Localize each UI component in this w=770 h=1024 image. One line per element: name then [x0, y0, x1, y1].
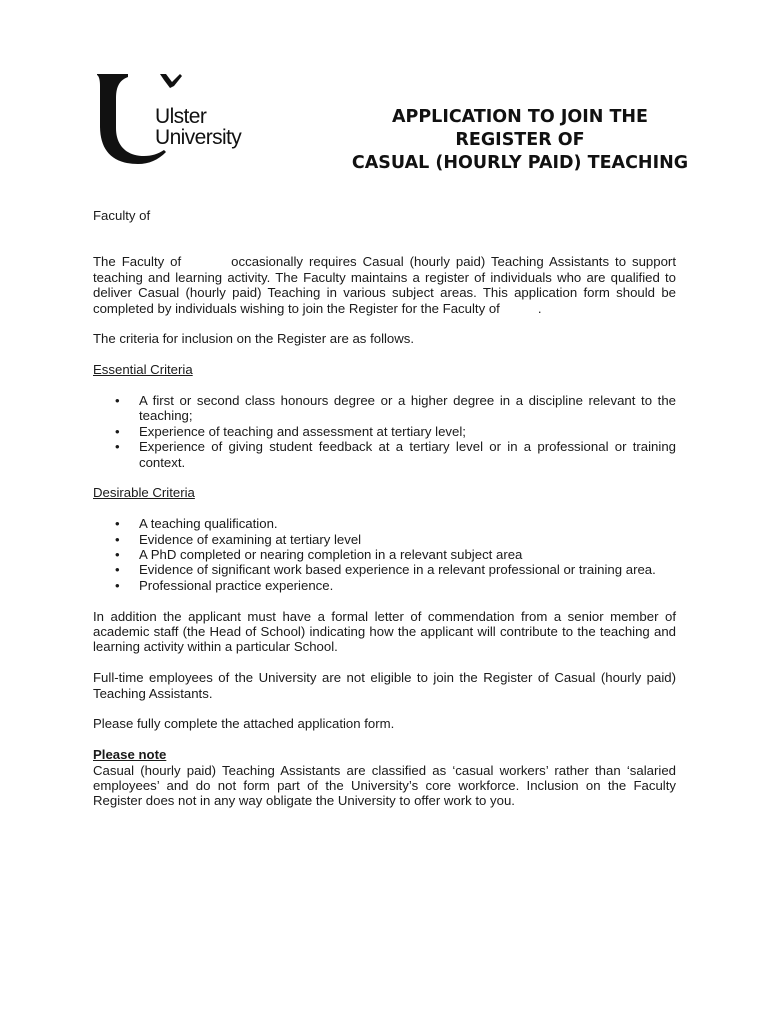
criteria-intro: The criteria for inclusion on the Register are as follows.	[93, 331, 415, 347]
list-item: • Experience of giving student feedback at a tertiary level or in a professional or training context.	[93, 439, 676, 470]
faculty-label: Faculty of	[93, 208, 151, 223]
document-body	[93, 208, 676, 809]
please-note-text: Casual (hourly paid) Teaching Assistants are classified as ‘casual workers’ rather than ‘salaried employees’ and do not form part of the University’s core workforce. Inclusion on the Faculty Register does not in any way obligate the University to offer work to you.	[93, 762, 676, 809]
commendation-paragraph: In addition the applicant must have a formal letter of commendation from a senior member of academic staff (the Head of School) indicating how the applicant will contribute to the teaching and learning activity within a particular School.	[93, 608, 676, 655]
desirable-criteria-heading: Desirable Criteria	[93, 485, 195, 501]
logo-wordmark	[155, 106, 241, 148]
list-item: • Evidence of examining at tertiary level	[93, 532, 676, 547]
document-title	[300, 106, 740, 173]
please-note-heading: Please note	[93, 747, 167, 763]
essential-criteria-heading: Essential Criteria	[93, 362, 193, 378]
intro-part1: The Faculty of	[93, 254, 182, 270]
list-item: • Evidence of significant work based experience in a relevant professional or training area.	[93, 562, 676, 577]
desirable-criteria-list	[93, 516, 676, 593]
list-item: • A PhD completed or nearing completion in a relevant subject area	[93, 547, 676, 562]
list-item: • A teaching qualification.	[93, 516, 676, 531]
intro-part2: occasionally requires Casual (hourly paid) Teaching Assistants to support teaching and learning activity. The Faculty maintains a register of individuals who are qualified to deliver Casual (hourly paid) Teaching in various subject areas. This application form should be completed by individuals wishing to join the Register for the Faculty of	[93, 254, 676, 316]
intro-paragraph	[93, 254, 676, 316]
list-item: • Professional practice experience.	[93, 578, 676, 593]
essential-criteria-list	[93, 393, 676, 470]
fulltime-paragraph: Full-time employees of the University are not eligible to join the Register of Casual (hourly paid) Teaching Assistants.	[93, 670, 676, 701]
title-line3: CASUAL (HOURLY PAID) TEACHING	[351, 153, 689, 173]
intro-part3: .	[537, 300, 542, 316]
logo-line1: Ulster	[155, 105, 207, 128]
list-item: • Experience of teaching and assessment at tertiary level;	[93, 424, 676, 439]
complete-form-paragraph: Please fully complete the attached application form.	[93, 716, 395, 732]
title-line2: REGISTER OF	[455, 130, 585, 150]
list-item: • A first or second class honours degree or a higher degree in a discipline relevant to the teaching;	[93, 393, 676, 424]
title-line1: APPLICATION TO JOIN THE	[391, 107, 649, 127]
logo-line2: University	[155, 126, 242, 149]
university-logo	[94, 70, 264, 166]
